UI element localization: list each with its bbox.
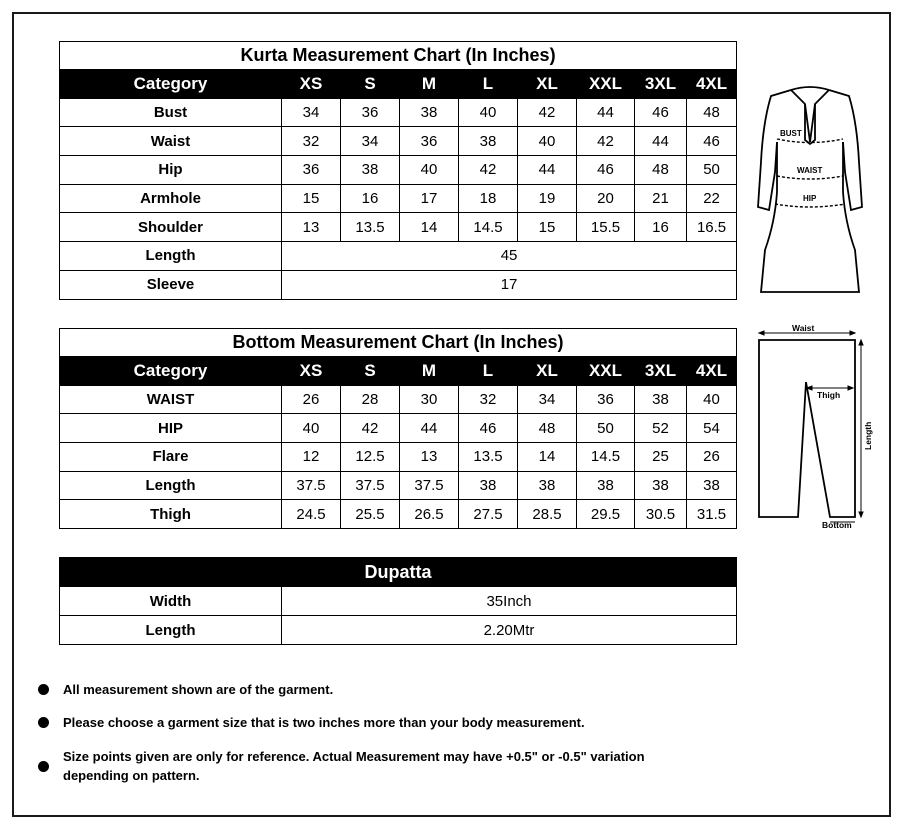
table-cell: 31.5 [687,500,737,529]
table-cell: 38 [459,127,518,156]
figure-label-length: Length [863,421,873,450]
table-cell: 13 [400,443,459,472]
table-cell: 25.5 [341,500,400,529]
table-cell: 17 [282,270,737,299]
table-cell: 34 [518,385,577,414]
table-cell: 27.5 [459,500,518,529]
table-cell: 54 [687,414,737,443]
note-text: Please choose a garment size that is two inches more than your body measurement. [63,715,585,730]
table-cell: 40 [400,156,459,185]
table-cell: 26 [282,385,341,414]
pants-outline-icon [752,322,877,532]
table-cell: 36 [341,98,400,127]
row-label: WAIST [60,385,282,414]
table-cell: 48 [518,414,577,443]
bottom-diagram [752,322,877,537]
table-cell: 37.5 [282,471,341,500]
table-cell: 46 [635,98,687,127]
bottom-chart-title: Bottom Measurement Chart (In Inches) [60,329,737,357]
table-cell: 26.5 [400,500,459,529]
table-row [60,242,737,271]
table-cell: 48 [635,156,687,185]
table-cell: 30 [400,385,459,414]
table-row [60,270,737,299]
table-cell: 36 [282,156,341,185]
table-cell: 38 [518,471,577,500]
table-row [60,471,737,500]
row-label: Sleeve [60,270,282,299]
size-header: XS [282,70,341,99]
table-cell: 40 [282,414,341,443]
table-row [60,184,737,213]
table-cell: 38 [687,471,737,500]
row-label: Length [60,242,282,271]
size-header: 4XL [687,357,737,386]
table-row [60,414,737,443]
bullet-icon [38,717,49,728]
dupatta-table [59,557,737,645]
table-cell: 25 [635,443,687,472]
table-cell: 12.5 [341,443,400,472]
size-header: XL [518,70,577,99]
table-row [60,127,737,156]
table-row [60,500,737,529]
table-cell: 37.5 [400,471,459,500]
table-cell: 15 [518,213,577,242]
table-cell: 28 [341,385,400,414]
figure-label-hip: HIP [803,194,817,203]
table-cell: 44 [635,127,687,156]
table-cell: 50 [687,156,737,185]
table-cell: 13.5 [459,443,518,472]
row-label: Width [60,587,282,616]
row-label: Armhole [60,184,282,213]
table-cell: 32 [459,385,518,414]
size-header: S [341,357,400,386]
table-cell: 15 [282,184,341,213]
table-cell: 42 [341,414,400,443]
table-cell: 13.5 [341,213,400,242]
table-cell: 48 [687,98,737,127]
table-cell: 26 [687,443,737,472]
table-cell: 40 [687,385,737,414]
table-cell: 28.5 [518,500,577,529]
row-label: HIP [60,414,282,443]
table-cell: 52 [635,414,687,443]
table-cell: 40 [518,127,577,156]
table-cell: 46 [687,127,737,156]
table-cell: 38 [635,471,687,500]
table-row [60,213,737,242]
table-cell: 16.5 [687,213,737,242]
size-header: 3XL [635,70,687,99]
kurta-diagram [755,82,865,302]
size-header: XL [518,357,577,386]
table-row [60,587,737,616]
table-cell: 34 [282,98,341,127]
table-row [60,443,737,472]
table-cell: 46 [459,414,518,443]
table-row [60,156,737,185]
figure-label-bust: BUST [780,129,802,138]
table-cell: 40 [459,98,518,127]
table-cell: 38 [400,98,459,127]
size-header: M [400,70,459,99]
figure-label-thigh: Thigh [817,390,841,400]
table-cell: 12 [282,443,341,472]
table-row [60,98,737,127]
table-cell: 22 [687,184,737,213]
table-cell: 42 [518,98,577,127]
size-header: L [459,70,518,99]
list-item [38,680,738,699]
table-cell: 16 [635,213,687,242]
bottom-header-row [60,357,737,386]
table-cell: 42 [577,127,635,156]
bottom-measurement-table [59,328,737,529]
kurta-measurement-table [59,41,737,300]
table-cell: 13 [282,213,341,242]
table-cell: 2.20Mtr [282,616,737,645]
kurta-header-row [60,70,737,99]
figure-label-waist: Waist [792,323,815,333]
figure-label-bottom: Bottom [822,520,852,530]
table-cell: 44 [577,98,635,127]
row-label: Bust [60,98,282,127]
bullet-icon [38,761,49,772]
table-cell: 36 [400,127,459,156]
list-item [38,713,738,732]
size-header: 4XL [687,70,737,99]
row-label: Flare [60,443,282,472]
table-cell: 38 [341,156,400,185]
table-cell: 32 [282,127,341,156]
table-cell: 30.5 [635,500,687,529]
table-row [60,616,737,645]
size-header: XXL [577,357,635,386]
kurta-category-header: Category [60,70,282,99]
table-cell: 15.5 [577,213,635,242]
row-label: Length [60,616,282,645]
table-cell: 38 [635,385,687,414]
list-item [38,747,698,785]
size-header: 3XL [635,357,687,386]
size-header: S [341,70,400,99]
table-row [60,385,737,414]
size-header: M [400,357,459,386]
table-cell: 36 [577,385,635,414]
size-header: XXL [577,70,635,99]
table-cell: 14.5 [577,443,635,472]
table-cell: 20 [577,184,635,213]
table-cell: 18 [459,184,518,213]
table-cell: 44 [400,414,459,443]
dupatta-title: Dupatta [60,558,737,587]
row-label: Thigh [60,500,282,529]
row-label: Length [60,471,282,500]
table-cell: 17 [400,184,459,213]
table-cell: 14 [518,443,577,472]
size-header: XS [282,357,341,386]
note-text: Size points given are only for reference. Actual Measurement may have +0.5" or -0.5" variation depending on pattern. [63,749,645,783]
bottom-category-header: Category [60,357,282,386]
note-text: All measurement shown are of the garment. [63,682,334,697]
size-header: L [459,357,518,386]
row-label: Waist [60,127,282,156]
table-cell: 14.5 [459,213,518,242]
table-cell: 14 [400,213,459,242]
table-cell: 29.5 [577,500,635,529]
table-cell: 16 [341,184,400,213]
table-cell: 46 [577,156,635,185]
table-cell: 35Inch [282,587,737,616]
table-cell: 21 [635,184,687,213]
table-cell: 38 [459,471,518,500]
table-cell: 37.5 [341,471,400,500]
bullet-icon [38,684,49,695]
table-cell: 19 [518,184,577,213]
table-cell: 42 [459,156,518,185]
row-label: Shoulder [60,213,282,242]
kurta-chart-title: Kurta Measurement Chart (In Inches) [60,42,737,70]
table-cell: 24.5 [282,500,341,529]
figure-label-waist: WAIST [797,166,823,175]
table-cell: 34 [341,127,400,156]
table-cell: 45 [282,242,737,271]
table-cell: 50 [577,414,635,443]
table-cell: 44 [518,156,577,185]
kurta-outline-icon [755,82,865,297]
table-cell: 38 [577,471,635,500]
row-label: Hip [60,156,282,185]
